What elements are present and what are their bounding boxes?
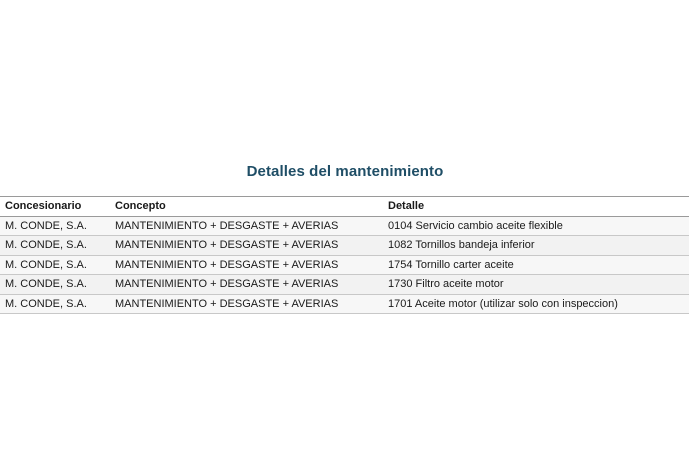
cell-concepto: MANTENIMIENTO + DESGASTE + AVERIAS [115,219,339,232]
cell-detalle: 0104 Servicio cambio aceite flexible [388,219,563,232]
cell-detalle: 1754 Tornillo carter aceite [388,258,514,271]
table-row [0,295,689,315]
header-concepto: Concepto [115,200,166,212]
page-title: Detalles del mantenimiento [246,163,444,180]
cell-detalle: 1082 Tornillos bandeja inferior [388,239,535,251]
cell-concepto: MANTENIMIENTO + DESGASTE + AVERIAS [115,258,339,271]
table-row [0,275,689,295]
cell-concepto: MANTENIMIENTO + DESGASTE + AVERIAS [115,297,339,310]
maintenance-table [0,196,689,314]
table-row [0,256,689,276]
cell-detalle: 1701 Aceite motor (utilizar solo con inspeccion) [388,297,618,310]
header-concesionario: Concesionario [5,200,82,212]
cell-concesionario: M. CONDE, S.A. [5,297,87,310]
table-row [0,236,689,256]
cell-concesionario: M. CONDE, S.A. [5,219,87,232]
cell-detalle: 1730 Filtro aceite motor [388,278,504,290]
cell-concesionario: M. CONDE, S.A. [5,278,87,290]
cell-concesionario: M. CONDE, S.A. [5,239,87,251]
cell-concesionario: M. CONDE, S.A. [5,258,87,271]
cell-concepto: MANTENIMIENTO + DESGASTE + AVERIAS [115,239,339,251]
table-header-row [0,196,689,217]
table-body [0,217,689,315]
cell-concepto: MANTENIMIENTO + DESGASTE + AVERIAS [115,278,339,290]
header-detalle: Detalle [388,200,425,212]
table-row [0,217,689,237]
